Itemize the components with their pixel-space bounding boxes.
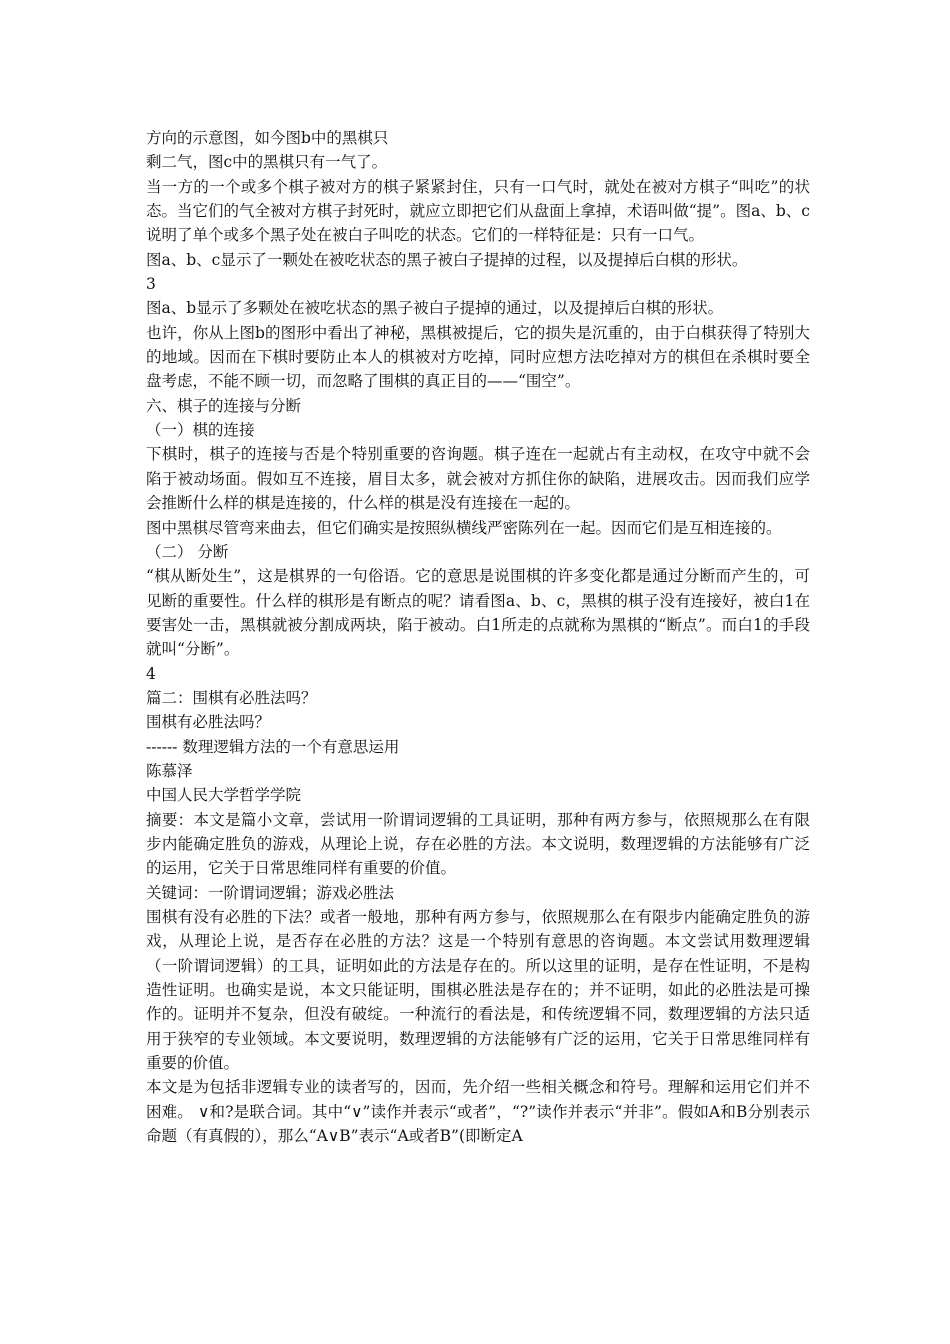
article-title: 围棋有必胜法吗？ — [146, 713, 271, 732]
keywords: 关键词：一阶谓词逻辑；游戏必胜法 — [146, 883, 395, 902]
paragraph-3: 当一方的一个或多个棋子被对方的棋子紧紧封住，只有一口气时，就处在被对方棋子“叫吃”的状态。当它们的气全被对方棋子封死时，就应立即把它们从盘面上拿掉，术语叫做“提”。图a、b、c说明了单个或多个黑子处在被白子叫吃的状态。它们的一样特征是：只有一口气。 — [146, 177, 810, 245]
paragraph-10: 围棋有没有必胜的下法？或者一般地，那种有两方参与，依照规那么在有限步内能确定胜负的游戏，从理论上说，是否存在必胜的方法？这是一个特别有意思的咨询题。本文尝试用数理逻辑（一阶谓词逻辑）的工具，证明如此的方法是存在的。所以这里的证明，是存在性证明，不是构造性证明。也确实是说，本文只能证明，围棋必胜法是存在的；并不证明，如此的必胜法是可操作的。证明并不复杂，但没有破绽。一种流行的看法是，和传统逻辑不同，数理逻辑的方法只适用于狭窄的专业领域。本文要说明，数理逻辑的方法能够有广泛的运用，它关于日常思维同样有重要的价值。 — [146, 908, 810, 1073]
paragraph-1: 方向的示意图，如今图b中的黑棋只 — [146, 129, 389, 147]
subheading-connection: （一）棋的连接 — [146, 421, 255, 440]
paragraph-6: 也许，你从上图b的图形中看出了神秘，黑棋被提后，它的损失是沉重的，由于白棋获得了特别大的地域。因而在下棋时要防止本人的棋被对方吃掉，同时应想方法吃掉对方的棋但在杀棋时要全盘考虑，不能不顾一切，而忽略了围棋的真正目的——“围空”。 — [146, 323, 810, 391]
paragraph-11: 本文是为包括非逻辑专业的读者写的，因而，先介绍一些相关概念和符号。理解和运用它们并不困难。 ∨和?是联合词。其中“∨”读作并表示“或者”，“?”读作并表示“并非”。假如A和B分别表示命题（有真假的），那么“A∨B”表示“A或者B”(即断定A — [146, 1078, 810, 1146]
paragraph-4: 图a、b、c显示了一颗处在被吃状态的黑子被白子提掉的过程，以及提掉后白棋的形状。 — [146, 250, 748, 269]
abstract: 摘要：本文是篇小文章，尝试用一阶谓词逻辑的工具证明，那种有两方参与，依照规那么在有限步内能确定胜负的游戏，从理论上说，存在必胜的方法。本文说明，数理逻辑的方法能够有广泛的运用，它关于日常思维同样有重要的价值。 — [146, 810, 810, 878]
page-number-4: 4 — [146, 664, 156, 683]
chapter-title: 篇二：围棋有必胜法吗？ — [146, 688, 317, 707]
section-heading-6: 六、棋子的连接与分断 — [146, 396, 302, 415]
paragraph-2: 剩二气，图c中的黑棋只有一气了。 — [146, 153, 388, 172]
author-name: 陈慕泽 — [146, 761, 193, 780]
paragraph-8: 图中黑棋尽管弯来曲去，但它们确实是按照纵横线严密陈列在一起。因而它们是互相连接的。 — [146, 518, 782, 537]
paragraph-9: “棋从断处生”，这是棋界的一句俗语。它的意思是说围棋的许多变化都是通过分断而产生的，可见断的重要性。什么样的棋形是有断点的呢？请看图a、b、c，黑棋的棋子没有连接好，被白1在要害处一击，黑棋就被分割成两块，陷于被动。白1所走的点就称为黑棋的“断点”。而白1的手段就叫“分断”。 — [146, 567, 810, 659]
article-subtitle: ------ 数理逻辑方法的一个有意思运用 — [146, 737, 400, 756]
document-page — [146, 126, 810, 1148]
page-number-3: 3 — [146, 275, 156, 294]
paragraph-7: 下棋时，棋子的连接与否是个特别重要的咨询题。棋子连在一起就占有主动权，在攻守中就不会陷于被动场面。假如互不连接，眉目太多，就会被对方抓住你的缺陷，进展攻击。因而我们应学会推断什么样的棋是连接的，什么样的棋是没有连接在一起的。 — [146, 445, 810, 513]
author-affiliation: 中国人民大学哲学学院 — [146, 786, 302, 805]
paragraph-5: 图a、b显示了多颗处在被吃状态的黑子被白子提掉的通过，以及提掉后白棋的形状。 — [146, 299, 724, 318]
subheading-cutting: （二） 分断 — [146, 542, 229, 561]
